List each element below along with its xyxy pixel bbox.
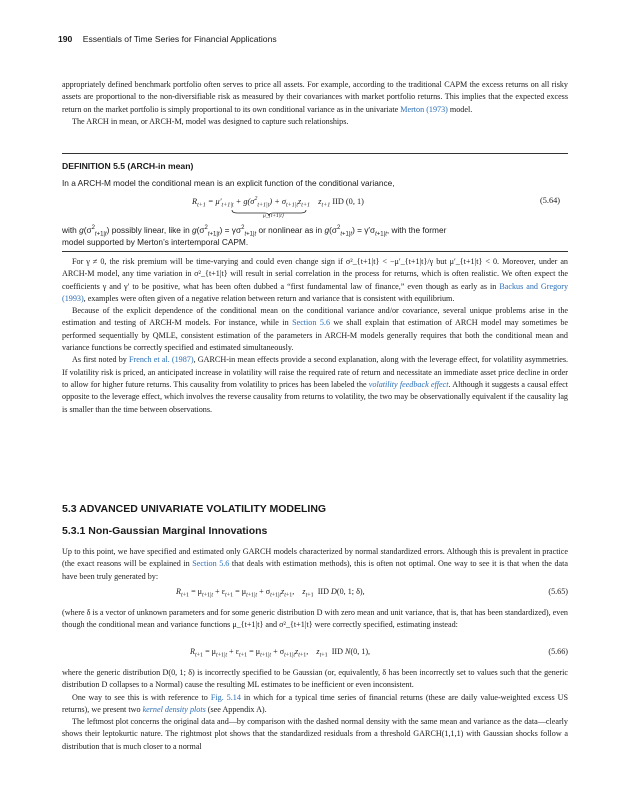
page-number: 190 bbox=[58, 34, 73, 44]
definition-line-1: In a ARCH-M model the conditional mean is an explicit function of the conditional variance, bbox=[62, 178, 395, 188]
definition-line-2: with $g(\sigma^2_{t+1|t})$ possibly linear, like in $g(\sigma^2_{t+1|t}) = \gamma\sigma^2_{t+1|t}$ or nonlinear as in $g(\sigma^2_{t+1|t}) = \gamma'\sigma_{t+1|t}$, with the former bbox=[62, 225, 447, 238]
body2-paragraph-3: where the generic distribution D(0, 1; δ) is incorrectly specified to be Gaussian (or, equivalently, δ has been incorrectly set to values such that the generic distribution D collapses to a Normal) cause the resulting ML estimates to be inefficient or even inconsistent. bbox=[62, 668, 568, 690]
definition-line-3: model supported by Merton’s intertemporal CAPM. bbox=[62, 237, 249, 247]
intro-paragraph-1: appropriately defined benchmark portfolio often serves to price all assets. For example, according to the traditional CAPM the excess returns on all risky assets are proportional to the non-diversifiable risk as measured by their covariances with market portfolio returns. This implies that the expected excess return on the market portfolio is simply proportional to its own conditional variance as in the univariate Merton (1973) model. bbox=[62, 80, 568, 114]
equation-5-64 bbox=[62, 192, 568, 222]
section-heading: 5.3 ADVANCED UNIVARIATE VOLATILITY MODELING bbox=[62, 503, 327, 515]
subsection-heading: 5.3.1 Non-Gaussian Marginal Innovations bbox=[62, 525, 268, 537]
running-header bbox=[58, 34, 277, 44]
body2-paragraph-2: (where δ is a vector of unknown parameters and for some generic distribution D with zero mean and unit variance, that is, that has been standardized), even though the conditional mean and variance functions μ_{t+1|t} and σ²_{t+1|t} were correctly specified, estimating instead: bbox=[62, 608, 568, 630]
equation-number: (5.65) bbox=[548, 587, 568, 596]
definition-box bbox=[62, 153, 568, 252]
citation-link[interactable]: French et al. (1987) bbox=[129, 355, 194, 365]
body1-paragraph-2: Because of the explicit dependence of the conditional mean on the conditional variance and/or covariance, several unique problems arise in the estimation and testing of ARCH-M models. For instance, while in Section 5.6 we shall explain that estimation of ARCH model may sometimes be performed sequentially by QMLE, consistent estimation of the parameters in ARCH-M models generally requires that both the conditional mean and variance functions be correctly specified and estimated simultaneously. bbox=[62, 306, 568, 353]
section-link[interactable]: Section 5.6 bbox=[292, 318, 331, 328]
intro-paragraph-2: The ARCH in mean, or ARCH-M, model was designed to capture such relationships. bbox=[72, 116, 349, 126]
body2-paragraph-4: One way to see this is with reference to Fig. 5.14 in which for a typical time series of financial returns (these are daily value-weighted excess US returns), we present two kernel density plots (see Appendix A). bbox=[62, 692, 569, 714]
body2-paragraph-1: Up to this point, we have specified and estimated only GARCH models characterized by normal standardized errors. Although this is prevalent in practice (the exact reasons will be explained in Section 5.6 that deals with estimation methods), this is often not optimal. One way to see it is that when the data have been truly generated by: bbox=[62, 547, 568, 581]
body-text-1 bbox=[62, 256, 568, 416]
equation-5-65: $R_{t+1} = \mu_{t+1|t} + \varepsilon_{t+1} = \mu_{t+1|t} + \sigma_{t+1|t}z_{t+1}$, $z_{t+1}$ IID D(0, 1; δ), bbox=[176, 587, 365, 599]
underbrace-label: μ_{t+1|t} bbox=[263, 213, 284, 219]
equation-body: $R_{t+1} = \mu'_{t+1|t} + g(\sigma^2_{t+1|t}) + \sigma_{t+1|t}z_{t+1}$ $z_{t+1}$ IID (0, 1) bbox=[192, 196, 364, 209]
citation-link[interactable]: Backus and Gregory (1993) bbox=[62, 281, 569, 303]
definition-title: DEFINITION 5.5 (ARCH-in mean) bbox=[62, 161, 194, 171]
body1-paragraph-3: As first noted by French et al. (1987), GARCH-in mean effects provide a second explanation, along with the leverage effect, for volatility asymmetries. If volatility risk is priced, an anticipated increase in volatility will raise the required rate of return and necessitate an immediate asset price decline in order to allow for higher future returns. This causality from volatility to prices has been labeled the volatility feedback effect. Although it suggests a causal effect opposite to the leverage effect, which involves the reverse causality from returns to volatility, the two may be observationally equivalent if the causality lag is smaller than the time between observations. bbox=[62, 355, 569, 414]
figure-link[interactable]: Fig. 5.14 bbox=[210, 692, 241, 702]
citation-link[interactable]: Merton (1973) bbox=[400, 104, 448, 114]
section-link[interactable]: Section 5.6 bbox=[192, 559, 230, 569]
equation-number: (5.66) bbox=[548, 647, 568, 656]
intro-text bbox=[62, 79, 568, 128]
body2-paragraph-5: The leftmost plot concerns the original data and—by comparison with the dashed normal density with the same mean and variance as the data—clearly shows their leptokurtic nature. The rightmost plot shows that the standardized residuals from a threshold GARCH(1,1,1) with Gaussian shocks follow a distribution that is much closer to a normal bbox=[62, 717, 568, 751]
equation-5-66: $R_{t+1} = \mu_{t+1|t} + \varepsilon_{t+1} = \mu_{t+1|t} + \sigma_{t+1|t}z_{t+1}$, $z_{t+1}$ IID N(0, 1), bbox=[190, 647, 371, 659]
body2-paragraphs-3-5 bbox=[62, 667, 568, 753]
running-title: Essentials of Time Series for Financial Applications bbox=[82, 34, 277, 44]
equation-number: (5.64) bbox=[539, 196, 560, 205]
body1-paragraph-1: For γ ≠ 0, the risk premium will be time-varying and could even change sign if σ²_{t+1|t} < −μ′_{t+1|t}/γ but μ′_{t+1|t} < 0. Moreover, under an ARCH-M model, any time variation in σ²_{t+1|t} will result in serial correlation in the process for returns, which is often realistic. We often expect the coefficients γ and γ′ to be positive, what has been often dubbed a “first fundamental law of finance,” even though as early as in Backus and Gregory (1993), examples were often given of a negative relation between return and variance that is consistent with equilibrium. bbox=[62, 257, 569, 303]
